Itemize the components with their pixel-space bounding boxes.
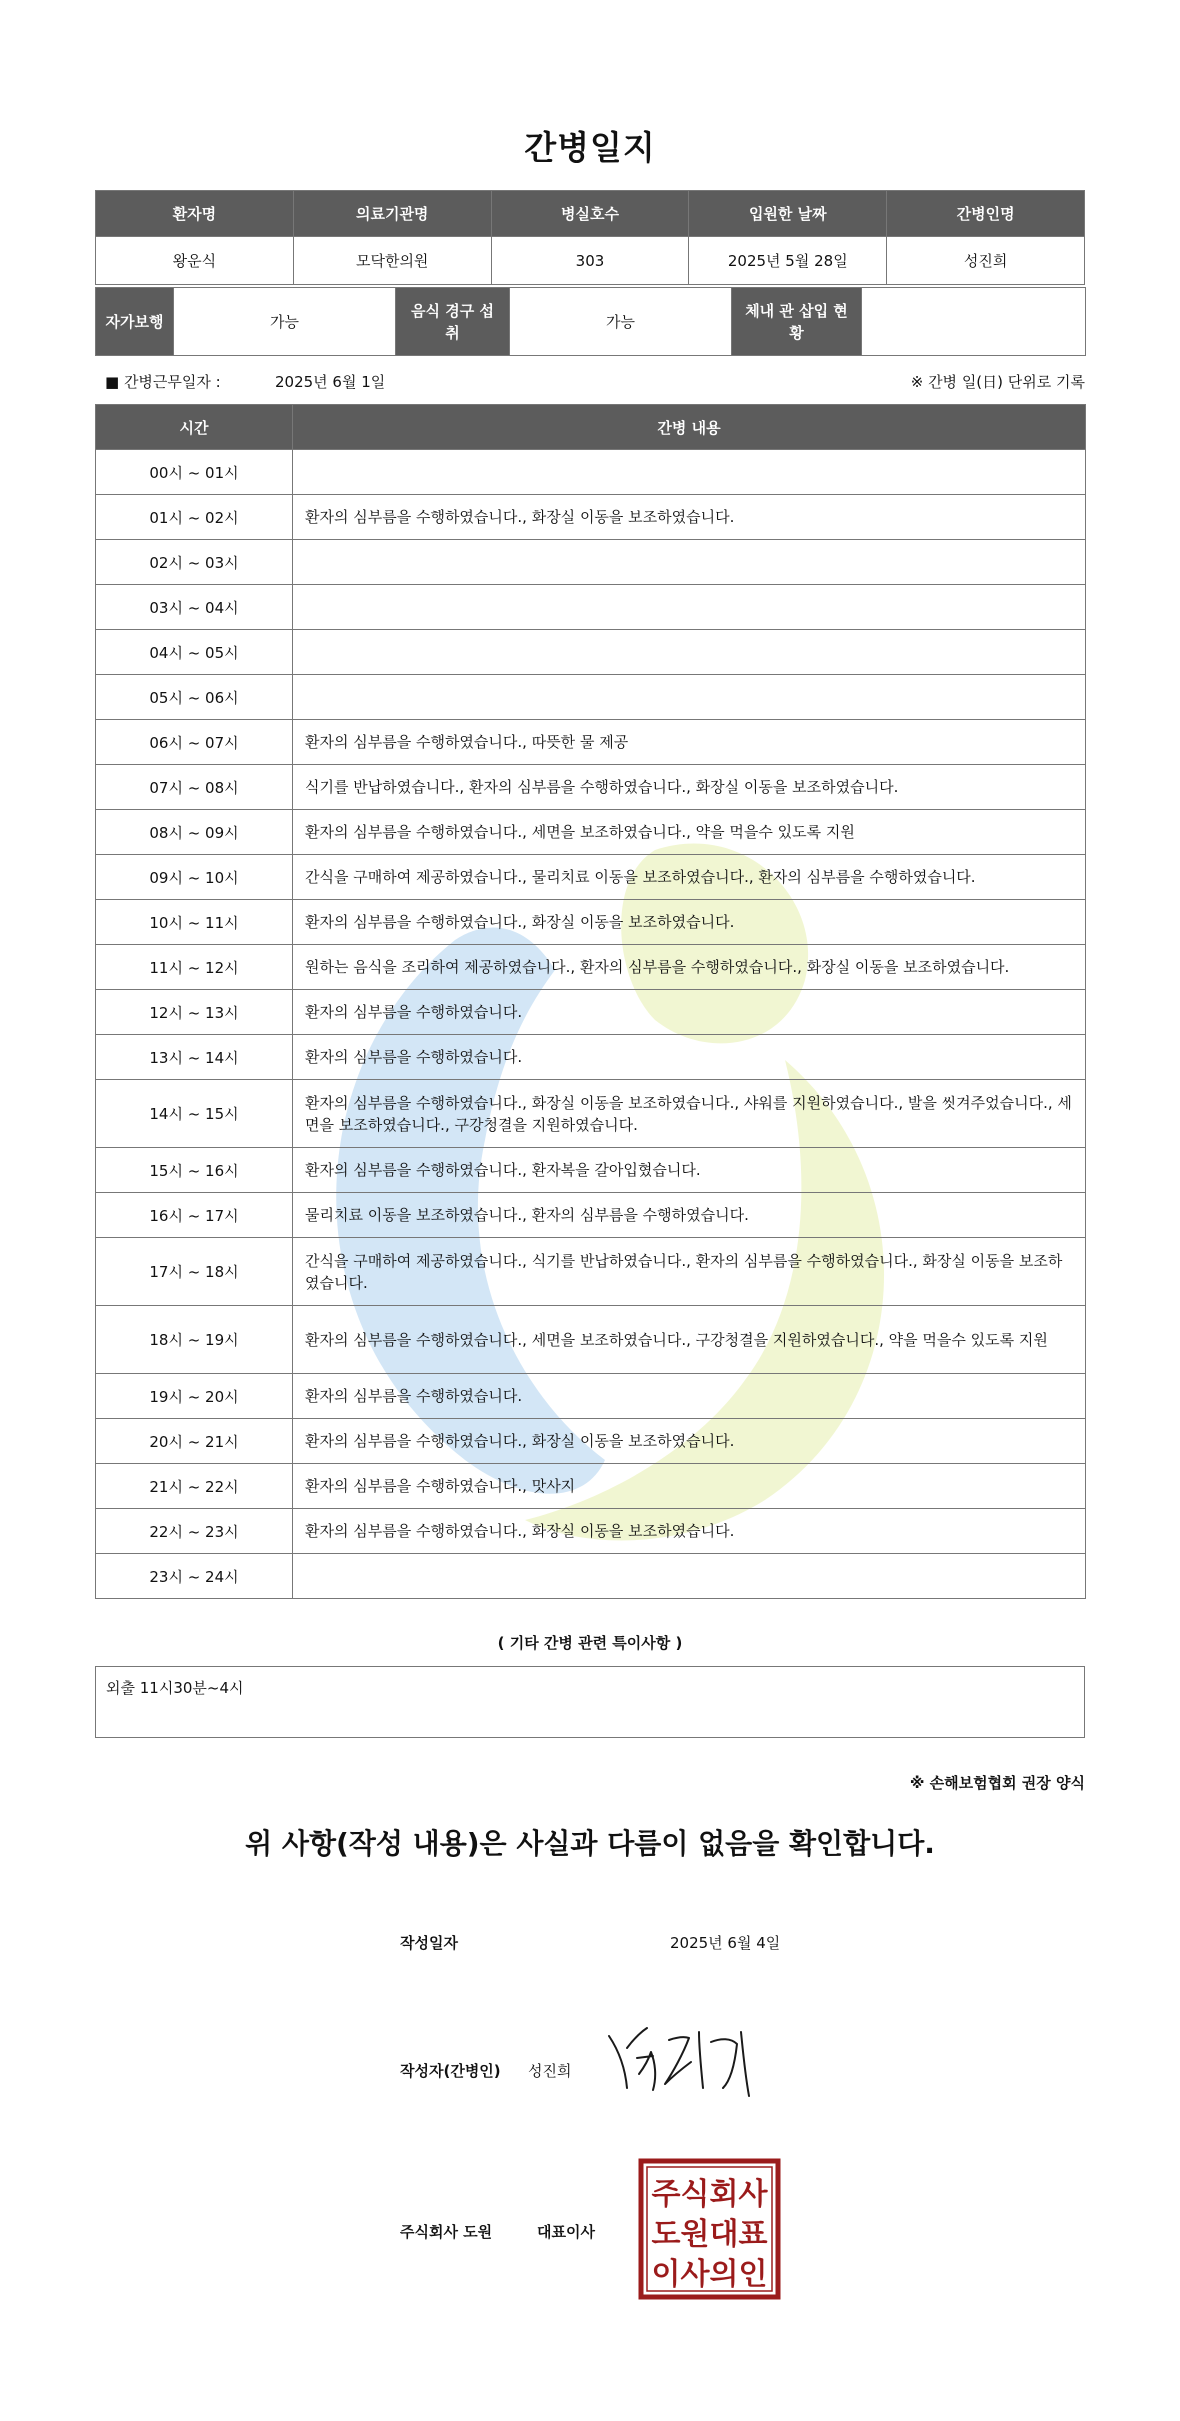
info-header-room: 병실호수: [491, 191, 689, 237]
table-row: [96, 855, 1086, 900]
oral-intake-value: 가능: [510, 288, 732, 356]
log-content: [293, 675, 1086, 720]
table-row: [96, 1080, 1086, 1148]
page-title: 간병일지: [524, 128, 656, 167]
info-value-caregiver: 성진희: [887, 237, 1085, 285]
log-content: [293, 585, 1086, 630]
table-row: [96, 990, 1086, 1035]
log-time: 05시 ~ 06시: [96, 675, 293, 720]
hourly-log-table: [95, 404, 1086, 1599]
table-row: [96, 1306, 1086, 1374]
log-time: 19시 ~ 20시: [96, 1374, 293, 1419]
table-row: [96, 1464, 1086, 1509]
log-content: 환자의 심부름을 수행하였습니다., 맛사지: [293, 1464, 1086, 1509]
log-content: 환자의 심부름을 수행하였습니다., 화장실 이동을 보조하였습니다.: [293, 900, 1086, 945]
work-date-row: [95, 368, 1085, 394]
company-label: 주식회사 도원: [400, 2223, 493, 2241]
table-row: [96, 1554, 1086, 1599]
table-row: [96, 540, 1086, 585]
info-header-caregiver: 간병인명: [887, 191, 1085, 237]
recommend-note: ※ 손해보험협회 권장 양식: [909, 1774, 1085, 1792]
log-content: 환자의 심부름을 수행하였습니다., 세면을 보조하였습니다., 구강청결을 지원하였습니다., 약을 먹을수 있도록 지원: [293, 1306, 1086, 1374]
table-row: [96, 450, 1086, 495]
written-date-label: 작성일자: [400, 1934, 458, 1952]
oral-intake-label: 음식 경구 섭취: [396, 288, 510, 356]
log-content: 환자의 심부름을 수행하였습니다., 세면을 보조하였습니다., 약을 먹을수 있도록 지원: [293, 810, 1086, 855]
log-body: [96, 450, 1086, 1599]
table-row: [96, 585, 1086, 630]
log-time: 02시 ~ 03시: [96, 540, 293, 585]
table-row: [96, 945, 1086, 990]
table-row: [96, 1419, 1086, 1464]
log-content: 환자의 심부름을 수행하였습니다., 화장실 이동을 보조하였습니다.: [293, 1419, 1086, 1464]
log-content: 간식을 구매하여 제공하였습니다., 식기를 반납하였습니다., 환자의 심부름을 수행하였습니다., 화장실 이동을 보조하였습니다.: [293, 1238, 1086, 1306]
writer-label: 작성자(간병인): [400, 2062, 501, 2080]
log-content: [293, 1554, 1086, 1599]
log-content: 환자의 심부름을 수행하였습니다., 화장실 이동을 보조하였습니다., 샤워를 지원하였습니다., 발을 씻겨주었습니다., 세면을 보조하였습니다., 구강청결을 지원하였습니다.: [293, 1080, 1086, 1148]
table-row: [96, 1035, 1086, 1080]
table-row: [96, 765, 1086, 810]
log-time: 03시 ~ 04시: [96, 585, 293, 630]
log-content: 환자의 심부름을 수행하였습니다., 따뜻한 물 제공: [293, 720, 1086, 765]
log-time: 01시 ~ 02시: [96, 495, 293, 540]
log-content: 환자의 심부름을 수행하였습니다.: [293, 1035, 1086, 1080]
notes-box: [95, 1666, 1085, 1738]
work-date-value: 2025년 6월 1일: [275, 373, 386, 391]
log-time: 22시 ~ 23시: [96, 1509, 293, 1554]
info-value-admit-date: 2025년 5월 28일: [689, 237, 887, 285]
confirm-statement: 위 사항(작성 내용)은 사실과 다름이 없음을 확인합니다.: [245, 1827, 935, 1860]
log-time: 12시 ~ 13시: [96, 990, 293, 1035]
log-content: 원하는 음식을 조리하여 제공하였습니다., 환자의 심부름을 수행하였습니다., 화장실 이동을 보조하였습니다.: [293, 945, 1086, 990]
info-value-room: 303: [491, 237, 689, 285]
log-content: [293, 630, 1086, 675]
log-content: 환자의 심부름을 수행하였습니다., 화장실 이동을 보조하였습니다.: [293, 495, 1086, 540]
table-row: [96, 630, 1086, 675]
log-content: 환자의 심부름을 수행하였습니다., 환자복을 갈아입혔습니다.: [293, 1148, 1086, 1193]
log-time: 16시 ~ 17시: [96, 1193, 293, 1238]
table-row: [96, 495, 1086, 540]
seal-line-3: 이사의인: [651, 2257, 768, 2292]
table-row: [96, 1148, 1086, 1193]
log-time: 11시 ~ 12시: [96, 945, 293, 990]
log-content: 환자의 심부름을 수행하였습니다., 화장실 이동을 보조하였습니다.: [293, 1509, 1086, 1554]
log-content: 간식을 구매하여 제공하였습니다., 물리치료 이동을 보조하였습니다., 환자의 심부름을 수행하였습니다.: [293, 855, 1086, 900]
company-seal-icon: [638, 2158, 781, 2300]
log-content: 환자의 심부름을 수행하였습니다.: [293, 990, 1086, 1035]
log-time: 08시 ~ 09시: [96, 810, 293, 855]
self-walk-value: 가능: [174, 288, 396, 356]
log-time: 06시 ~ 07시: [96, 720, 293, 765]
table-row: [96, 1509, 1086, 1554]
tube-value: [862, 288, 1086, 356]
log-time: 15시 ~ 16시: [96, 1148, 293, 1193]
info-header-patient: 환자명: [96, 191, 294, 237]
log-time: 10시 ~ 11시: [96, 900, 293, 945]
notes-text: 외출 11시30분~4시: [106, 1679, 244, 1697]
log-content: 식기를 반납하였습니다., 환자의 심부름을 수행하였습니다., 화장실 이동을 보조하였습니다.: [293, 765, 1086, 810]
log-time: 00시 ~ 01시: [96, 450, 293, 495]
log-time: 18시 ~ 19시: [96, 1306, 293, 1374]
log-content: [293, 450, 1086, 495]
table-row: [96, 675, 1086, 720]
info-header-hospital: 의료기관명: [293, 191, 491, 237]
info-value-patient: 왕운식: [96, 237, 294, 285]
table-row: [96, 1374, 1086, 1419]
log-content: 환자의 심부름을 수행하였습니다.: [293, 1374, 1086, 1419]
log-header-time: 시간: [96, 405, 293, 450]
table-row: [96, 1193, 1086, 1238]
caregiving-log-page: [95, 0, 1085, 2421]
log-time: 14시 ~ 15시: [96, 1080, 293, 1148]
log-time: 20시 ~ 21시: [96, 1419, 293, 1464]
log-time: 17시 ~ 18시: [96, 1238, 293, 1306]
log-time: 04시 ~ 05시: [96, 630, 293, 675]
notes-title: ( 기타 간병 관련 특이사항 ): [497, 1634, 683, 1652]
seal-line-1: 주식회사: [651, 2177, 768, 2212]
log-header-content: 간병 내용: [293, 405, 1086, 450]
log-time: 07시 ~ 08시: [96, 765, 293, 810]
log-time: 13시 ~ 14시: [96, 1035, 293, 1080]
written-date-value: 2025년 6월 4일: [670, 1934, 781, 1952]
signature-icon: [603, 2018, 763, 2108]
tube-label: 체내 관 삽입 현황: [732, 288, 862, 356]
patient-info-table: [95, 190, 1085, 285]
unit-note: ※ 간병 일(日) 단위로 기록: [910, 373, 1085, 391]
log-content: [293, 540, 1086, 585]
patient-status-table: [95, 287, 1086, 356]
info-value-hospital: 모닥한의원: [293, 237, 491, 285]
log-content: 물리치료 이동을 보조하였습니다., 환자의 심부름을 수행하였습니다.: [293, 1193, 1086, 1238]
seal-line-2: 도원대표: [651, 2217, 768, 2252]
log-time: 09시 ~ 10시: [96, 855, 293, 900]
table-row: [96, 900, 1086, 945]
info-header-admit-date: 입원한 날짜: [689, 191, 887, 237]
self-walk-label: 자가보행: [96, 288, 174, 356]
writer-name: 성진희: [528, 2062, 572, 2080]
log-time: 21시 ~ 22시: [96, 1464, 293, 1509]
ceo-label: 대표이사: [537, 2223, 595, 2241]
table-row: [96, 810, 1086, 855]
work-date-label: ■ 간병근무일자 :: [105, 373, 221, 391]
table-row: [96, 720, 1086, 765]
log-time: 23시 ~ 24시: [96, 1554, 293, 1599]
table-row: [96, 1238, 1086, 1306]
